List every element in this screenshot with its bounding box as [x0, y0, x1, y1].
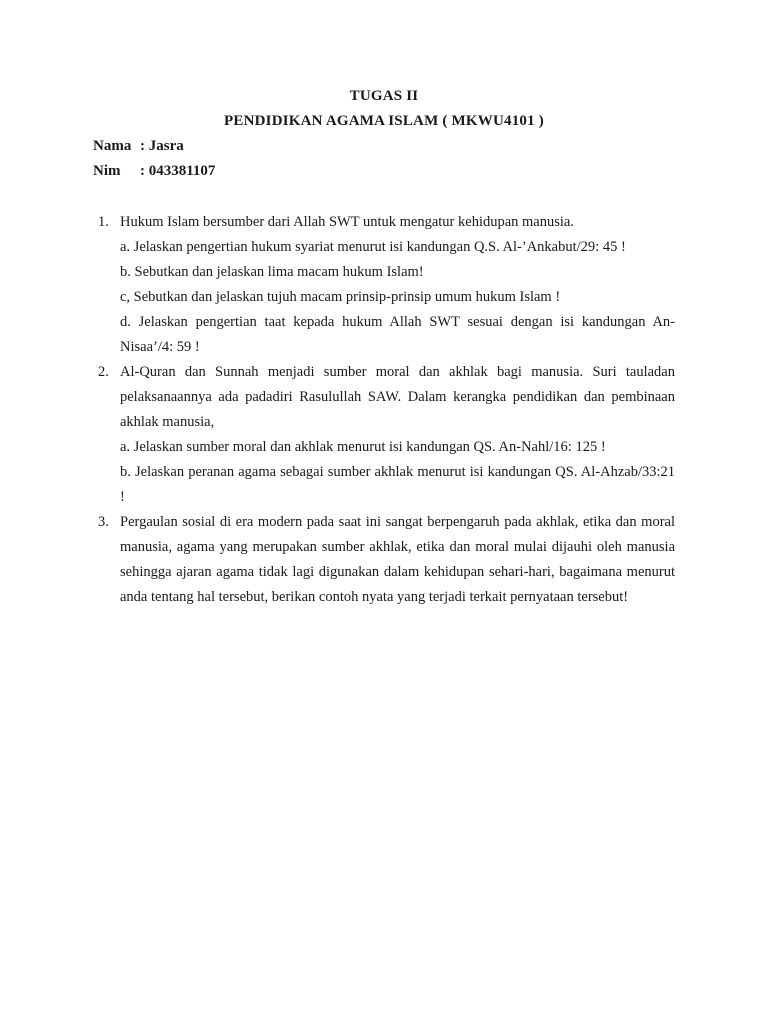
question-subitem: b. Jelaskan peranan agama sebagai sumber akhlak menurut isi kandungan QS. Al-Ahzab/33:21 !	[120, 464, 675, 505]
question-subitem: a. Jelaskan pengertian hukum syariat menurut isi kandungan Q.S. Al-’Ankabut/29: 45 !	[120, 239, 626, 255]
question-item	[93, 210, 675, 360]
name-label: Nama	[93, 138, 132, 154]
question-text: Hukum Islam bersumber dari Allah SWT untuk mengatur kehidupan manusia.	[120, 214, 574, 230]
student-nim-row	[93, 163, 215, 180]
question-item	[93, 510, 675, 610]
nim-label: Nim	[93, 163, 121, 179]
nim-value: : 043381107	[140, 163, 216, 179]
question-number: 1.	[98, 214, 109, 230]
question-item	[93, 360, 675, 510]
question-subitem: a. Jelaskan sumber moral dan akhlak menurut isi kandungan QS. An-Nahl/16: 125 !	[120, 439, 606, 455]
document-subtitle: PENDIDIKAN AGAMA ISLAM ( MKWU4101 )	[224, 113, 544, 129]
question-list	[93, 210, 675, 610]
student-name-row	[93, 138, 184, 155]
question-text: Al-Quran dan Sunnah menjadi sumber moral dan akhlak bagi manusia. Suri tauladan pelaksanaannya ada padadiri Rasulullah SAW. Dalam kerangka pendidikan dan pembinaan akhlak manusia,	[120, 364, 675, 430]
question-subitem: c, Sebutkan dan jelaskan tujuh macam prinsip-prinsip umum hukum Islam !	[120, 289, 561, 305]
question-subitem: b. Sebutkan dan jelaskan lima macam hukum Islam!	[120, 264, 424, 280]
question-text: Pergaulan sosial di era modern pada saat ini sangat berpengaruh pada akhlak, etika dan moral manusia, agama yang merupakan sumber akhlak, etika dan moral mulai dijauhi oleh manusia sehingga ajaran agama tidak lagi digunakan dalam kehidupan sehari-hari, bagaimana menurut anda tentang hal tersebut, berikan contoh nyata yang terjadi terkait pernyataan tersebut!	[120, 514, 675, 605]
question-number: 3.	[98, 514, 109, 530]
name-value: : Jasra	[140, 138, 184, 154]
question-subitem: d. Jelaskan pengertian taat kepada hukum Allah SWT sesuai dengan isi kandungan An-Nisaa’/4: 59 !	[120, 314, 675, 355]
document-title: TUGAS II	[349, 88, 419, 104]
question-number: 2.	[98, 364, 109, 380]
